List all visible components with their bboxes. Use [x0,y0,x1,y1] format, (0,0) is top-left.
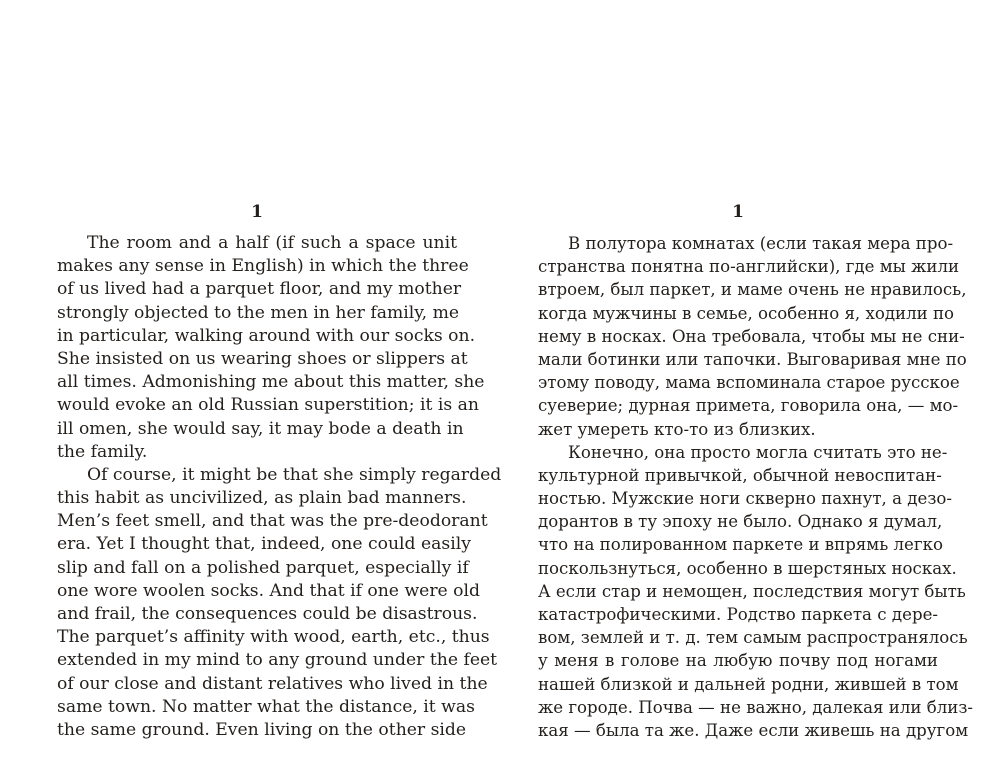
text-line: the same ground. Even living on the other side [57,719,467,740]
text-line: ностью. Мужские ноги скверно пахнут, а дезо- [538,489,952,509]
text-line: this habit as uncivilized, as plain bad manners. [57,488,467,509]
text-line: нашей близкой и дальней родни, жившей в том [538,674,959,694]
body-text [538,232,973,742]
text-line: The room and a half (if such a space unit [87,233,457,253]
chapter-number: 1 [251,202,263,222]
text-line: же городе. Почва — не важно, далекая или близ- [538,697,973,717]
text-line: The parquet’s affinity with wood, earth, etc., thus [57,627,490,648]
text-line: ill omen, she would say, it may bode a death in [57,418,464,439]
text-line: жет умереть кто-то из близких. [538,419,816,439]
text-line: что на полированном паркете и впрямь легко [538,535,943,555]
text-line: культурной привычкой, обычной невоспитан- [538,465,942,485]
text-line: мали ботинки или тапочки. Выговаривая мне по [538,349,967,369]
text-line: of our close and distant relatives who lived in the [57,673,488,694]
text-line: and frail, the consequences could be disastrous. [57,604,478,624]
left-page-english [57,0,502,780]
text-line: She insisted on us wearing shoes or slippers at [57,348,468,369]
text-line: поскользнуться, особенно в шерстяных носках. [538,558,957,578]
text-line: era. Yet I thought that, indeed, one could easily [57,534,471,555]
text-line: кая — была та же. Даже если живешь на другом [538,720,969,740]
text-line: strongly objected to the men in her family, me [57,302,460,323]
text-line: Men’s feet smell, and that was the pre-deodorant [57,511,488,532]
text-line: of us lived had a parquet floor, and my mother [57,279,462,300]
text-line: slip and fall on a polished parquet, especially if [57,557,469,578]
chapter-number: 1 [732,202,744,222]
text-line: Of course, it might be that she simply regarded [87,464,502,485]
text-line: этому поводу, мама вспоминала старое русское [538,373,960,393]
text-line: нему в носках. Она требовала, чтобы мы не сни- [538,326,965,346]
text-line: all times. Admonishing me about this matter, she [57,372,485,393]
body-text [57,232,502,742]
text-line: катастрофическими. Родство паркета с дере- [538,605,938,624]
text-line: would evoke an old Russian superstition; it is an [57,395,479,416]
text-line: Конечно, она просто могла считать это не- [568,442,948,462]
text-line: makes any sense in English) in which the three [57,256,469,277]
text-line: дорантов в ту эпоху не было. Однако я думал, [538,512,943,532]
text-line: странства понятна по-английски), где мы жили [538,257,960,277]
text-line: А если стар и немощен, последствия могут быть [538,581,966,601]
text-line: суеверие; дурная примета, говорила она, — мо- [538,396,959,416]
text-line: у меня в голове на любую почву под ногами [538,651,938,671]
text-line: same town. No matter what the distance, it was [57,696,475,717]
text-line: вом, землей и т. д. тем самым распространялось [538,628,968,648]
right-page-russian [538,0,973,780]
text-line: В полутора комнатах (если такая мера про- [568,234,954,253]
text-line: когда мужчины в семье, особенно я, ходили по [538,303,955,323]
text-line: extended in my mind to any ground under the feet [57,650,498,671]
text-line: in particular, walking around with our socks on. [57,325,476,346]
text-line: one wore woolen socks. And that if one were old [57,580,481,601]
text-line: втроем, был паркет, и маме очень не нравилось, [538,280,967,300]
text-line: the family. [57,441,148,462]
